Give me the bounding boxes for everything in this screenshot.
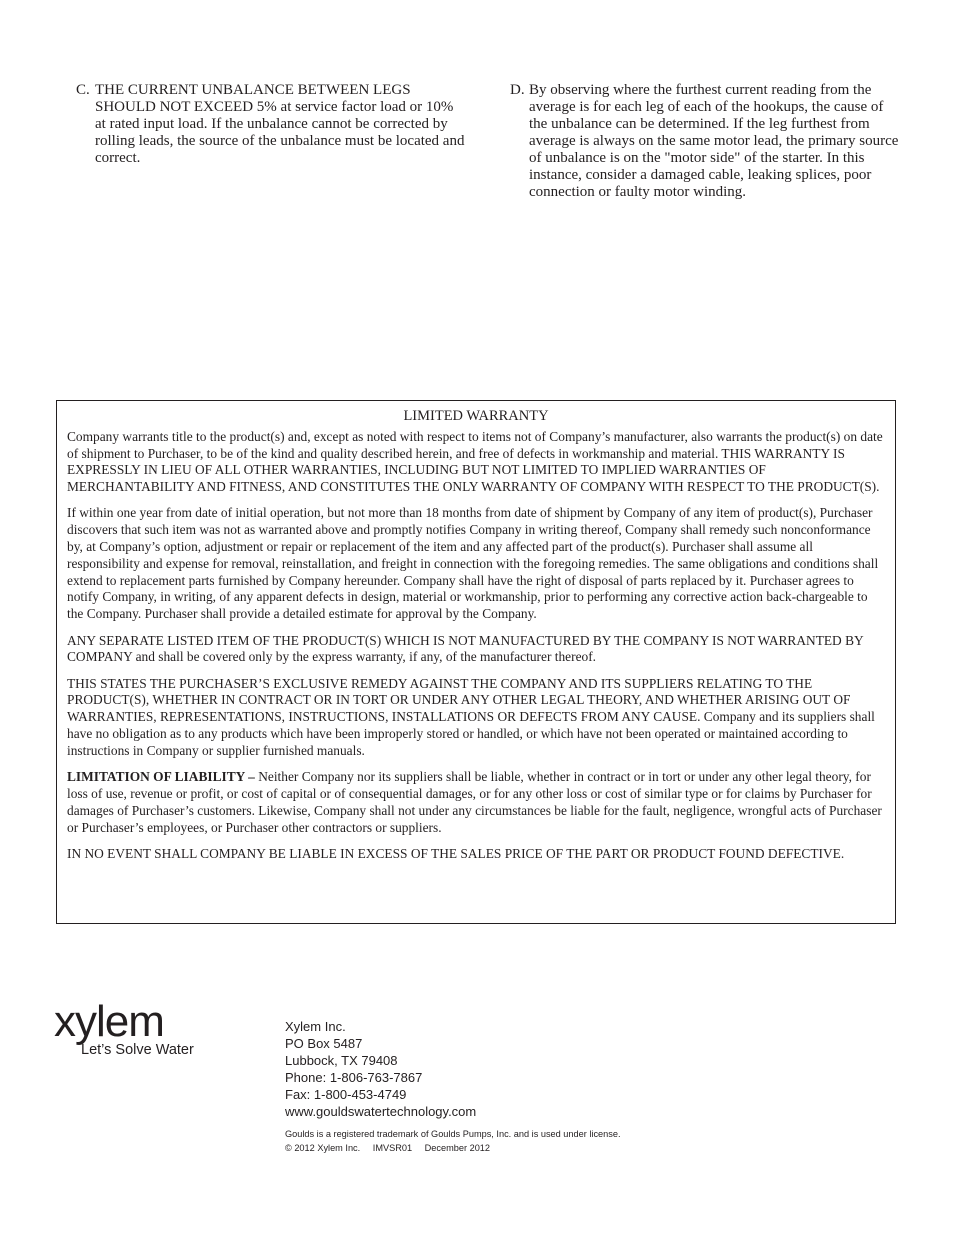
section-d xyxy=(510,82,900,201)
trademark-notice: Goulds is a registered trademark of Goulds Pumps, Inc. and is used under license. xyxy=(285,1129,621,1139)
address-fax: Fax: 1-800-453-4749 xyxy=(285,1087,407,1102)
address-company: Xylem Inc. xyxy=(285,1019,346,1034)
warranty-paragraph-2: If within one year from date of initial operation, but not more than 18 months from date of shipment by Company of any item of product(s), Purchaser discovers that such item was not as warranted above and promptly notifies Company in writing thereof, Company shall remedy such nonconformance by, at Company’s option, adjustment or repair or replacement of the item and any affected part of the product(s). Purchaser shall assume all responsibility and expense for removal, reinstallation, and freight in connection with the foregoing remedies. The same obligations and conditions shall extend to replacement parts furnished by Company hereunder. Company shall have the right of disposal of parts replaced by it. Purchaser agrees to notify Company, in writing, of any apparent defects in design, material or workmanship, prior to performing any corrective action back-chargeable to the Company. Purchaser shall provide a detailed estimate for approval by the Company. xyxy=(67,505,879,622)
website-link[interactable]: www.gouldswatertechnology.com xyxy=(285,1104,477,1119)
address-phone: Phone: 1-806-763-7867 xyxy=(285,1070,423,1085)
section-d-letter: D. xyxy=(510,82,525,98)
warranty-paragraph-1: Company warrants title to the product(s) and, except as noted with respect to items not of Company’s manufacturer, also warrants the product(s) on date of shipment to Purchaser, to be of the kind and quality described herein, and free of defects in workmanship and material. THIS WARRANTY IS EXPRESSLY IN LIEU OF ALL OTHER WARRANTIES, INCLUDING BUT NOT LIMITED TO IMPLIED WARRANTIES OF MERCHANTABILITY AND FITNESS, AND CONSTITUTES THE ONLY WARRANTY OF COMPANY WITH RESPECT TO THE PRODUCT(S). xyxy=(67,428,883,495)
warranty-title: LIMITED WARRANTY xyxy=(403,408,549,424)
copyright: © 2012 Xylem Inc. xyxy=(285,1143,361,1153)
limitation-of-liability-label: LIMITATION OF LIABILITY – xyxy=(67,769,255,785)
warranty-paragraph-4: THIS STATES THE PURCHASER’S EXCLUSIVE REMEDY AGAINST THE COMPANY AND ITS SUPPLIERS RELATING TO THE PRODUCT(S), WHETHER IN CONTRACT OR IN TORT OR UNDER ANY OTHER LEGAL THEORY, AND WHETHER ARISING OUT OF WARRANTIES, REPRESENTATIONS, INSTRUCTIONS, INSTALLATIONS OR DEFECTS FROM ANY CAUSE. Company and its suppliers shall have no obligation as to any products which have been improperly stored or handled, or which have not been operated or maintained according to instructions in Company or supplier furnished manuals. xyxy=(67,675,875,758)
address-city: Lubbock, TX 79408 xyxy=(285,1053,398,1068)
section-c xyxy=(76,82,466,167)
section-c-letter: C. xyxy=(76,82,90,98)
address-block xyxy=(285,1018,476,1120)
xylem-logo-text: xylem xyxy=(54,1000,164,1046)
limitation-of-liability-text: Neither Company nor its suppliers shall be liable, whether in contract or in tort or under any other legal theory, for loss of use, revenue or profit, or cost of capital or of consequential damages, or for any other loss or cost of similar type or for claims by Purchaser for damages of Purchaser’s customers. Likewise, Company shall not under any circumstances be liable for the fault, negligence, wrongful acts of Purchaser or Purchaser’s employees, or Purchaser other contractors or suppliers. xyxy=(67,769,882,835)
limited-warranty-box xyxy=(56,400,896,924)
section-c-text: THE CURRENT UNBALANCE BETWEEN LEGS SHOULD NOT EXCEED 5% at service factor load or 10% at rated input load. If the unbalance cannot be corrected by rolling leads, the source of the unbalance must be located and correct. xyxy=(95,82,465,166)
section-d-text: By observing where the furthest current reading from the average is for each leg of each of the hookups, the cause of the unbalance can be determined. If the leg furthest from average is always on the same motor lead, the primary source of unbalance is on the "motor side" of the starter. In this instance, consider a damaged cable, leaking splices, poor connection or faulty motor winding. xyxy=(529,82,899,200)
doc-date: December 2012 xyxy=(424,1143,491,1153)
warranty-paragraph-6: IN NO EVENT SHALL COMPANY BE LIABLE IN EXCESS OF THE SALES PRICE OF THE PART OR PRODUCT FOUND DEFECTIVE. xyxy=(67,845,845,861)
address-po-box: PO Box 5487 xyxy=(285,1036,363,1051)
warranty-paragraph-5 xyxy=(67,769,885,836)
copyright-line xyxy=(285,1142,500,1154)
doc-code: IMVSR01 xyxy=(372,1143,413,1153)
warranty-paragraph-3: ANY SEPARATE LISTED ITEM OF THE PRODUCT(S) WHICH IS NOT MANUFACTURED BY THE COMPANY IS NOT WARRANTED BY COMPANY and shall be covered only by the express warranty, if any, of the manufacturer thereof. xyxy=(67,632,864,665)
tagline: Let’s Solve Water xyxy=(81,1042,194,1058)
